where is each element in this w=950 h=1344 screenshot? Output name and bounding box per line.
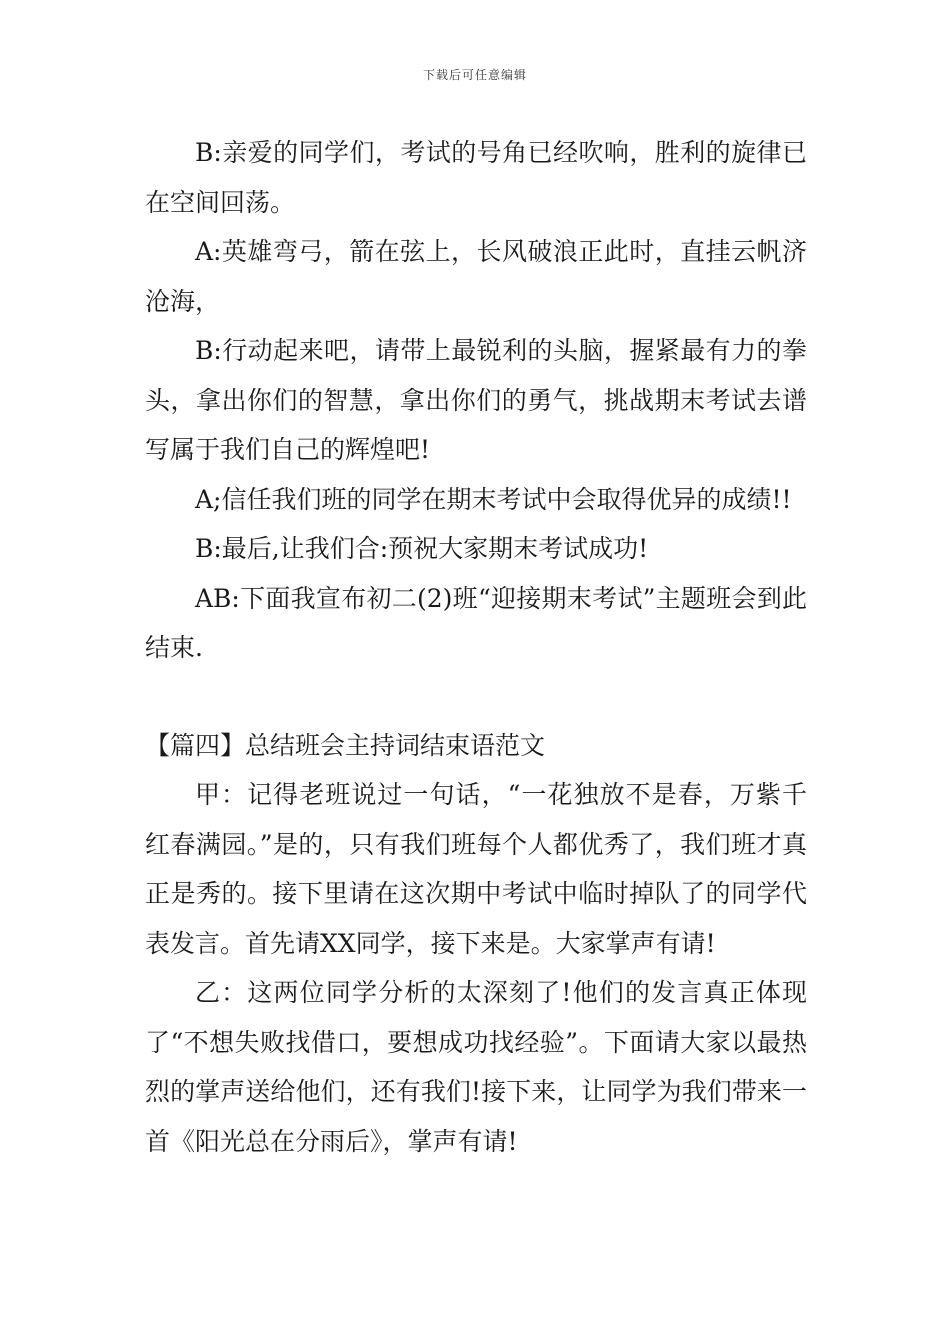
paragraph: A;信任我们班的同学在期末考试中会取得优异的成绩!! bbox=[195, 484, 792, 514]
paragraph: 乙：这两位同学分析的太深刻了!他们的发言真正体现了“不想失败找借口，要想成功找经验”。下面请大家以最热烈的掌声送给他们，还有我们!接下来，让同学为我们带来一首《阳光总在分雨后》，掌声有请! bbox=[145, 978, 807, 1156]
paragraph: A:英雄弯弓，箭在弦上，长风破浪正此时，直挂云帆济沧海， bbox=[145, 237, 807, 316]
paragraph: AB:下面我宣布初二(2)班“迎接期末考试”主题班会到此结束. bbox=[145, 583, 807, 662]
document-body bbox=[145, 128, 807, 1166]
page-header-note: 下载后可任意编辑 bbox=[422, 68, 527, 82]
paragraph: B:行动起来吧，请带上最锐利的头脑，握紧最有力的拳头，拿出你们的智慧，拿出你们的勇气，挑战期末考试去谱写属于我们自己的辉煌吧! bbox=[145, 336, 807, 464]
paragraph: 甲：记得老班说过一句话，“一花独放不是春，万紫千红春满园。”是的，只有我们班每个人都优秀了，我们班才真正是秀的。接下里请在这次期中考试中临时掉队了的同学代表发言。首先请XX同学，接下来是。大家掌声有请! bbox=[145, 780, 807, 958]
paragraph: B:亲爱的同学们，考试的号角已经吹响，胜利的旋律已在空间回荡。 bbox=[145, 138, 807, 217]
section-spacer bbox=[145, 673, 807, 721]
section-heading: 【篇四】总结班会主持词结束语范文 bbox=[145, 730, 546, 760]
paragraph: B:最后,让我们合:预祝大家期末考试成功! bbox=[195, 534, 649, 563]
